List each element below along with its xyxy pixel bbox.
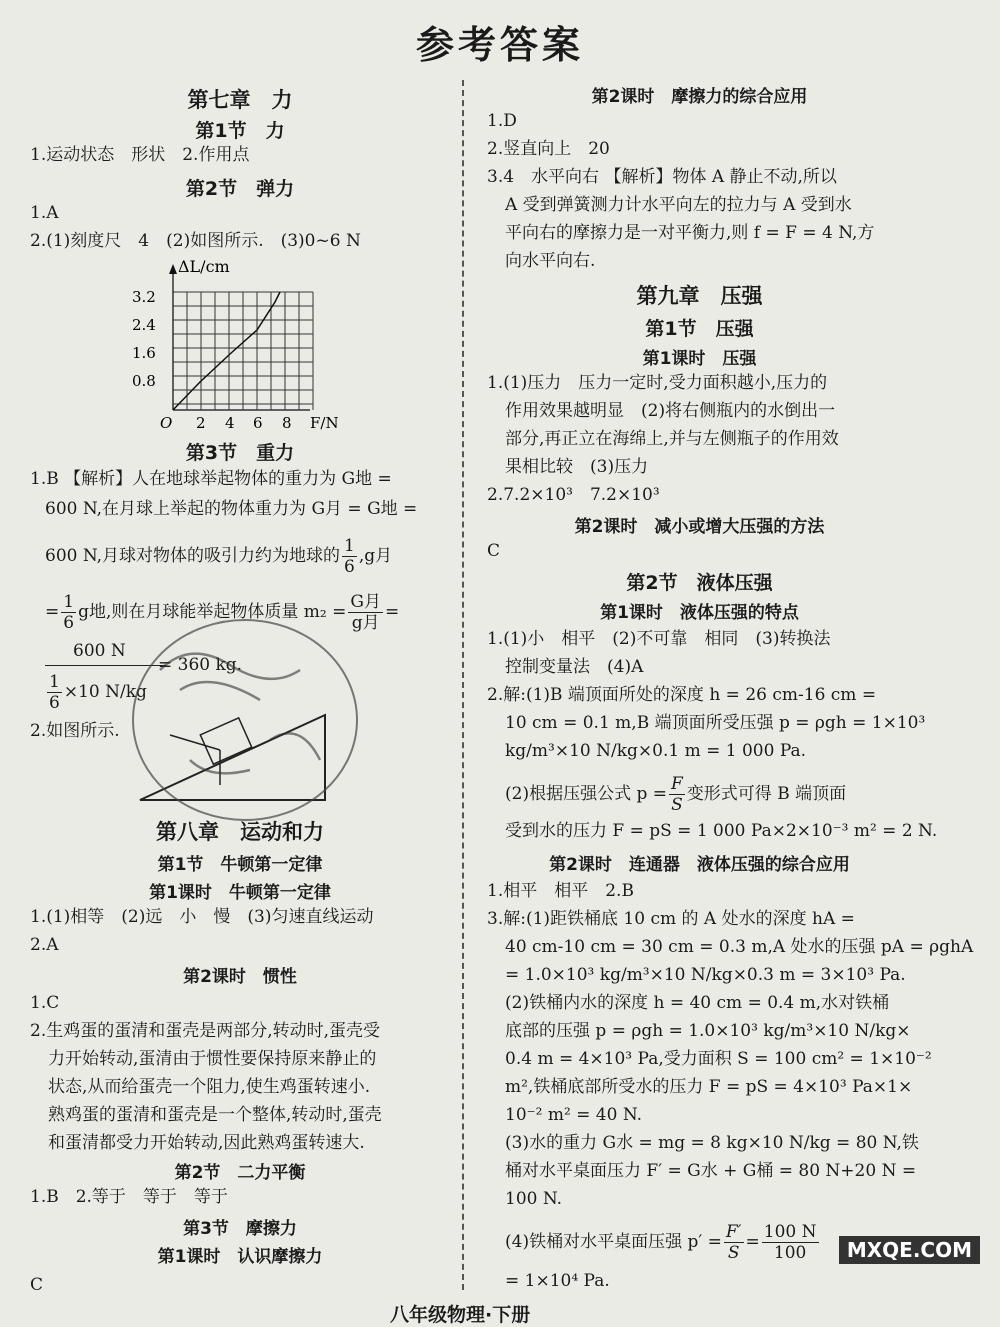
answer-line: 1.(1)相等 (2)远 小 慢 (3)匀速直线运动 xyxy=(30,907,374,927)
answer-line: 600 N,在月球上举起的物体重力为 G月 = G地 = xyxy=(45,499,418,519)
answer-line: 向水平向右. xyxy=(505,251,596,271)
lesson-heading: 第1课时 液体压强的特点 xyxy=(600,603,799,623)
answer-line: C xyxy=(487,541,501,561)
answer-line: 2.如图所示. xyxy=(30,721,120,741)
answer-line: 控制变量法 (4)A xyxy=(505,657,644,677)
watermark: MXQE.COM xyxy=(839,1236,980,1264)
column-divider xyxy=(462,80,464,1290)
x-tick: 6 xyxy=(253,414,263,432)
y-tick: 3.2 xyxy=(132,288,156,306)
x-tick: 4 xyxy=(225,414,235,432)
answer-line: $\frac{1}{6}$ ×10 N/kg xyxy=(49,672,147,713)
answer-line: 1.D xyxy=(487,111,517,131)
answer-line: 100 N. xyxy=(505,1189,563,1209)
answer-line: m²,铁桶底部所受水的压力 F = pS = 4×10³ Pa×1× xyxy=(505,1077,913,1097)
answer-line: A 受到弹簧测力计水平向左的拉力与 A 受到水 xyxy=(505,195,852,215)
answer-line: (3)水的重力 G水 = mg = 8 kg×10 N/kg = 80 N,铁 xyxy=(505,1133,919,1153)
lesson-heading: 第2课时 减小或增大压强的方法 xyxy=(574,517,825,537)
chapter-7-heading: 第七章 力 xyxy=(187,88,293,112)
answer-line: 1.B 2.等于 等于 等于 xyxy=(30,1187,228,1207)
answer-line: 2.7.2×10³ 7.2×10³ xyxy=(487,485,660,505)
answer-line: 2.(1)刻度尺 4 (2)如图所示. (3)0~6 N xyxy=(30,231,361,251)
section-heading: 第1节 压强 xyxy=(645,318,754,340)
answer-line: 40 cm-10 cm = 30 cm = 0.3 m,A 处水的压强 pA = ρghA xyxy=(505,937,974,957)
answer-line: 底部的压强 p = ρgh = 1.0×10³ kg/m³×10 N/kg× xyxy=(505,1021,911,1041)
answer-line: 2.解:(1)B 端顶面所处的深度 h = 26 cm-16 cm = xyxy=(487,685,877,705)
lesson-heading: 第2课时 惯性 xyxy=(183,967,297,987)
answer-line: 受到水的压力 F = pS = 1 000 Pa×2×10⁻³ m² = 2 N. xyxy=(505,821,938,841)
answer-line: 2.竖直向上 20 xyxy=(487,139,610,159)
answer-line: 状态,从而给蛋壳一个阻力,使生鸡蛋转速小. xyxy=(48,1077,371,1097)
answer-line: 0.4 m = 4×10³ Pa,受力面积 S = 100 cm² = 1×10⁻² xyxy=(505,1049,932,1069)
answer-line: 2.生鸡蛋的蛋清和蛋壳是两部分,转动时,蛋壳受 xyxy=(30,1021,381,1041)
answer-line: 10 cm = 0.1 m,B 端顶面所受压强 p = ρgh = 1×10³ xyxy=(505,713,926,733)
answer-line: 桶对水平桌面压力 F′ = G水 + G桶 = 80 N+20 N = xyxy=(505,1161,917,1181)
answer-line: 2.A xyxy=(30,935,59,955)
origin-label: O xyxy=(160,414,173,432)
answer-line: 作用效果越明显 (2)将右侧瓶内的水倒出一 xyxy=(505,401,836,421)
answer-line: 3.4 水平向右 【解析】物体 A 静止不动,所以 xyxy=(487,167,837,187)
section-heading: 第1节 牛顿第一定律 xyxy=(157,855,323,875)
answer-line: 熟鸡蛋的蛋清和蛋壳是一个整体,转动时,蛋壳 xyxy=(48,1105,382,1125)
answer-line: 1.(1)小 相平 (2)不可靠 相同 (3)转换法 xyxy=(487,629,831,649)
answer-line: 1.A xyxy=(30,203,59,223)
lesson-heading: 第2课时 摩擦力的综合应用 xyxy=(591,87,808,107)
lesson-heading: 第1课时 认识摩擦力 xyxy=(157,1247,323,1267)
answer-line: (2)根据压强公式 p = $\frac{F}{S}$ 变形式可得 B 端顶面 xyxy=(505,774,847,815)
x-axis-label: F/N xyxy=(310,414,339,432)
answer-line: 1.C xyxy=(30,993,60,1013)
y-tick: 0.8 xyxy=(132,372,156,390)
answer-line: C xyxy=(30,1275,44,1295)
answer-line: 1.(1)压力 压力一定时,受力面积越小,压力的 xyxy=(487,373,828,393)
chapter-8-heading: 第八章 运动和力 xyxy=(156,820,324,844)
x-tick: 2 xyxy=(196,414,206,432)
section-heading: 第2节 二力平衡 xyxy=(174,1163,306,1183)
incline-diagram xyxy=(120,610,370,850)
section-heading: 第2节 液体压强 xyxy=(626,572,773,594)
answer-line: 部分,再正立在海绵上,并与左侧瓶子的作用效 xyxy=(505,429,839,449)
answer-line: = 360 kg. xyxy=(158,655,243,675)
answer-line: 力开始转动,蛋清由于惯性要保持原来静止的 xyxy=(48,1049,377,1069)
answer-line: = 1×10⁴ Pa. xyxy=(505,1271,610,1291)
answer-line: 1.运动状态 形状 2.作用点 xyxy=(30,145,250,165)
y-tick: 1.6 xyxy=(132,344,156,362)
lesson-heading: 第2课时 连通器 液体压强的综合应用 xyxy=(549,855,850,875)
answer-line: (4)铁桶对水平桌面压强 p′ = $\frac{F'}{S}$ = $\frac{100 N}{100}$ xyxy=(505,1222,817,1263)
page-title: 参考答案 xyxy=(415,23,584,67)
section-heading: 第2节 弹力 xyxy=(185,178,295,200)
answer-line: 和蛋清都受力开始转动,因此熟鸡蛋转速大. xyxy=(48,1133,365,1153)
answer-line: 1.相平 相平 2.B xyxy=(487,881,634,901)
answer-line: 果相比较 (3)压力 xyxy=(505,457,649,477)
section-heading: 第1节 力 xyxy=(195,120,285,142)
answer-line: 3.解:(1)距铁桶底 10 cm 的 A 处水的深度 hA = xyxy=(487,909,855,929)
lesson-heading: 第1课时 牛顿第一定律 xyxy=(149,883,331,903)
answer-line: 600 N xyxy=(45,638,166,666)
spring-graph xyxy=(130,252,360,437)
page-footer: 八年级物理·下册 xyxy=(390,1304,531,1326)
answer-line: 10⁻² m² = 40 N. xyxy=(505,1105,643,1125)
section-heading: 第3节 重力 xyxy=(185,442,295,464)
y-axis-label: ΔL/cm xyxy=(178,257,230,276)
answer-line: = 1.0×10³ kg/m³×10 N/kg×0.3 m = 3×10³ Pa. xyxy=(505,965,906,985)
answer-line: 1.B 【解析】人在地球举起物体的重力为 G地 = xyxy=(30,469,392,489)
chapter-9-heading: 第九章 压强 xyxy=(636,284,763,308)
answer-line: (2)铁桶内水的深度 h = 40 cm = 0.4 m,水对铁桶 xyxy=(505,993,890,1013)
answer-line: 平向右的摩擦力是一对平衡力,则 f = F = 4 N,方 xyxy=(505,223,875,243)
section-heading: 第3节 摩擦力 xyxy=(183,1219,297,1239)
y-tick: 2.4 xyxy=(132,316,156,334)
x-tick: 8 xyxy=(282,414,292,432)
lesson-heading: 第1课时 压强 xyxy=(642,349,757,369)
answer-line: = $\frac{1}{6}$ g地,则在月球能举起物体质量 m₂ = $\frac{\text{G月}}{\text{g月}}$ = xyxy=(45,592,400,633)
answer-line: 600 N,月球对物体的吸引力约为地球的 $\frac{1}{6}$ ,g月 xyxy=(45,536,393,577)
answer-line: kg/m³×10 N/kg×0.1 m = 1 000 Pa. xyxy=(505,741,807,761)
